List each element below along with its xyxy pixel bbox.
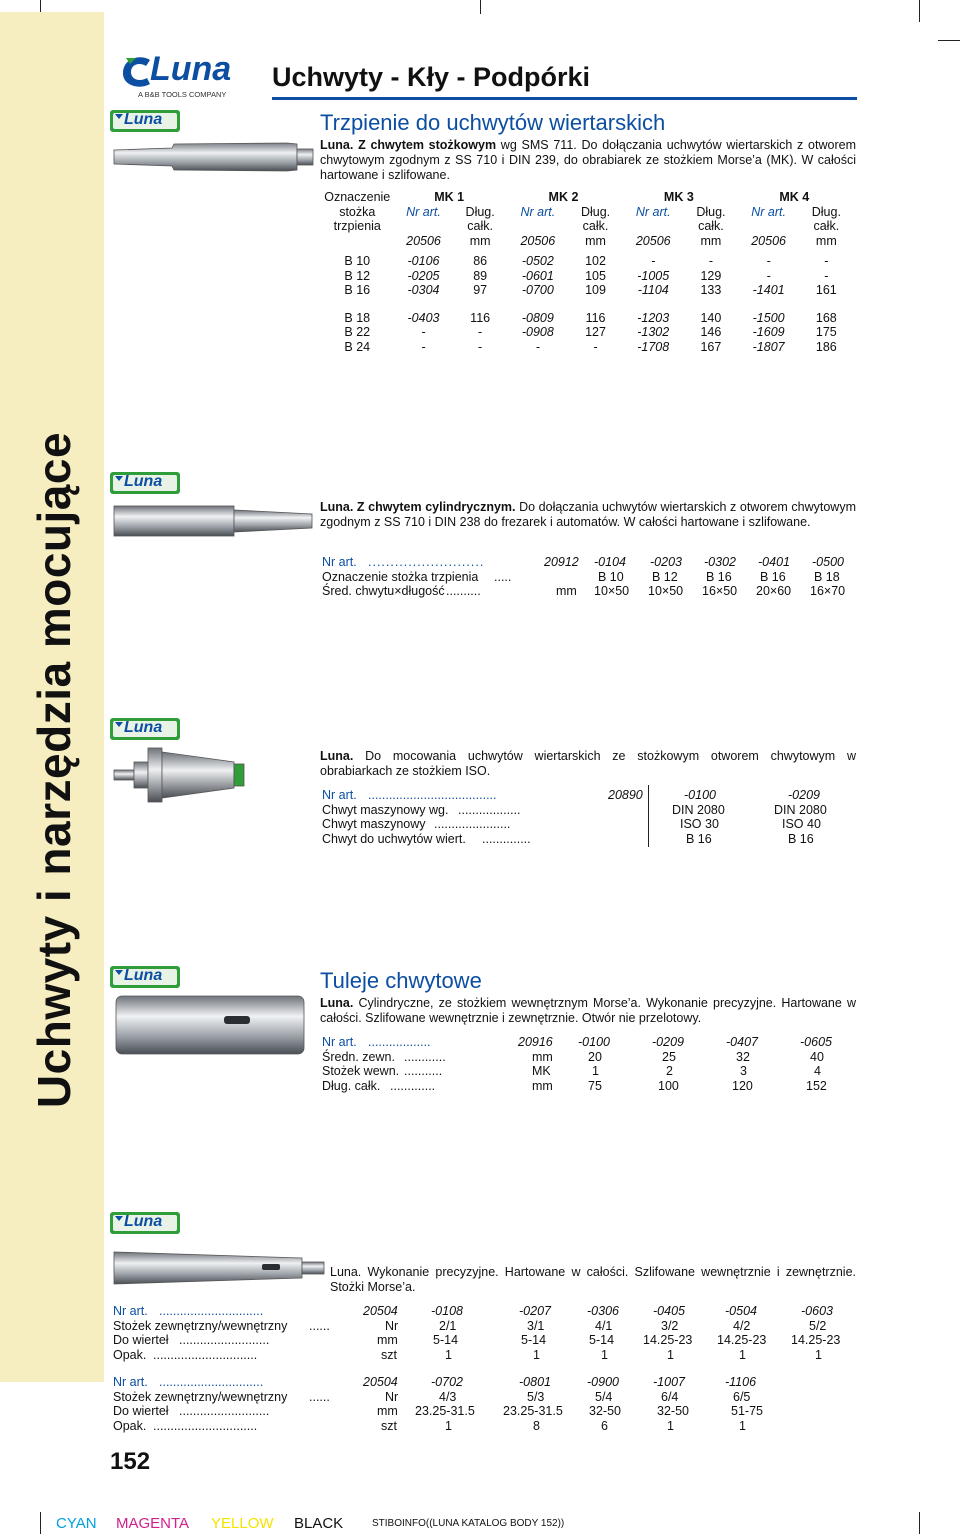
section-description: Luna. Z chwytem cylindrycznym. Do dołączania uchwytów wiertarskich z otworem chwytowym zgodnym z SS 710 i DIN 238 do frezarek i automatów. W całości hartowane i szlifowane. [320, 500, 856, 529]
header-cell: Nr art. [406, 204, 441, 219]
page-number: 152 [110, 1448, 151, 1475]
table-row: B 16 -0304 97 -0700 109 -1104 133 -1401 161 [344, 283, 837, 298]
table-row: B 12 -0205 89 -0601 105 -1005 129 - - [344, 268, 829, 283]
sleeve-table [322, 1035, 852, 1093]
table-row: B 22 - - -0908 127 -1302 146 -1609 175 [344, 325, 837, 340]
brand-logo-small: Luna [110, 1212, 180, 1234]
table-row: Chwyt maszynowy wg. .................. DIN 2080 DIN 2080 [322, 802, 827, 817]
header-cell: całk. [698, 219, 724, 234]
table-row: Oznaczenie stożka trzpienia ..... B 10 B 12 B 16 B 16 B 18 [322, 569, 840, 584]
section-description: Luna. Do mocowania uchwytów wiertarskich ze stożkowym otworem chwytowym w obrabiarkach ze stożkiem ISO. [320, 749, 856, 778]
table-row: Chwyt maszynowy ...................... ISO 30 ISO 40 [322, 817, 821, 831]
reducing-sleeve-table-2 [113, 1375, 853, 1433]
magenta-label: MAGENTA [116, 1515, 190, 1532]
table-row: Stożek zewnętrzny/wewnętrzny ...... Nr 2/1 3/1 4/1 3/2 4/2 5/2 [113, 1318, 827, 1333]
cyan-label: CYAN [56, 1515, 97, 1532]
header-cell: całk. [467, 219, 493, 234]
table-row: Nr art. .................. 20916 -0100 -0209 -0407 -0605 [322, 1035, 832, 1049]
table-row: B 18 -0403 116 -0809 116 -1203 140 -1500 168 [344, 310, 837, 325]
header-cell: stożka [339, 204, 376, 219]
table-row: Chwyt do uchwytów wiert. .............. B 16 B 16 [322, 831, 814, 846]
table-row: Opak. .............................. szt 1 8 6 1 1 [113, 1418, 746, 1433]
table-row: B 10 -0106 86 -0502 102 - - - - [344, 254, 829, 269]
table-row: B 24 - - - - -1708 167 -1807 186 [344, 339, 837, 354]
table-row: Do wierteł .......................... mm 5-14 5-14 5-14 14.25-23 14.25-23 14.25-23 [113, 1333, 841, 1347]
table-row: Nr art. .............................. 20504 -0108 -0207 -0306 -0405 -0504 -0603 [113, 1304, 833, 1318]
header-cell: MK 3 [663, 190, 694, 205]
title-rule [272, 97, 857, 100]
brand-logo-small: Luna [110, 110, 180, 132]
brand-logo-small: Luna [110, 966, 180, 988]
column-divider [648, 785, 649, 847]
page-title: Uchwyty - Kły - Podpórki [272, 62, 591, 92]
table-row: Nr art. ..................................... 20890 -0100 -0209 [322, 788, 820, 802]
arbor-table [322, 190, 852, 354]
print-color-bar [0, 1515, 960, 1535]
black-label: BLACK [294, 1515, 344, 1532]
header-cell: Dług. [811, 204, 841, 219]
header-cell: mm [815, 233, 837, 248]
logo-tagline: A B&B TOOLS COMPANY [138, 90, 227, 99]
header-cell: MK 1 [434, 190, 465, 205]
arbor-image [112, 140, 317, 174]
section-title-sleeves: Tuleje chwytowe [320, 968, 482, 993]
header-cell: mm [700, 233, 722, 248]
header-cell: mm [469, 233, 491, 248]
table-row: Średn. zewn. ............ mm 20 25 32 40 [322, 1049, 824, 1064]
table-row: Do wierteł .......................... mm 23.25-31.5 23.25-31.5 32-50 32-50 51-75 [113, 1404, 763, 1418]
yellow-label: YELLOW [211, 1515, 274, 1532]
section-description: Luna. Wykonanie precyzyjne. Hartowane w całości. Szlifowane wewnętrznie i zewnętrznie. Stożki Morse’a. [330, 1265, 856, 1294]
header-cell: trzpienia [333, 219, 381, 234]
header-cell: całk. [582, 219, 609, 234]
header-cell: 20506 [751, 233, 786, 248]
header-cell: całk. [813, 219, 840, 234]
header-cell: MK 2 [548, 190, 579, 205]
header-cell: mm [585, 233, 606, 248]
header-cell: Nr art. [751, 204, 786, 219]
header-cell: Oznaczenie [324, 190, 391, 205]
header-cell: Dług. [696, 204, 726, 219]
table-row: Śred. chwytu×długość .......... mm 10×50 10×50 16×50 20×60 16×70 [322, 584, 846, 598]
reducing-sleeve-table-1 [113, 1304, 853, 1362]
header-cell: Nr art. [635, 204, 671, 219]
logo-wordmark: Luna [150, 50, 232, 88]
section-description: Luna. Cylindryczne, ze stożkiem wewnętrznym Morse’a. Wykonanie precyzyjne. Hartowane w całości. Szlifowane wewnętrznie i zewnętrznie. Otwór nie przelotowy. [320, 996, 856, 1025]
brand-logo-small: Luna [110, 472, 180, 494]
cylindrical-arbor-image [112, 500, 317, 542]
header-cell: 20506 [635, 233, 671, 248]
brand-logo-small: Luna [110, 718, 180, 740]
header-cell: 20506 [520, 233, 556, 248]
brand-logo [120, 52, 240, 102]
logo-mark-icon [120, 54, 154, 90]
table-row: Stożek zewnętrzny/wewnętrzny ...... Nr 4/3 5/3 5/4 6/4 6/5 [113, 1389, 751, 1404]
section-title-arbors: Trzpienie do uchwytów wiertarskich [320, 110, 666, 135]
table-row: Nr art. .......................... 20912 -0104 -0203 -0302 -0401 -0500 [322, 555, 844, 569]
iso-shank-table [322, 788, 852, 846]
header-cell: MK 4 [779, 190, 810, 205]
section-description: Luna. Z chwytem stożkowym wg SMS 711. Do dołączania uchwytów wiertarskich z otworem chwytowym zgodnym z SS 710 i DIN 239, do obrabiarek ze stożkiem Morse’a (MK). W całości hartowane i szlifowane. [320, 138, 856, 182]
table-row: Dług. całk. ............. mm 75 100 120 152 [322, 1078, 827, 1093]
header-cell: Dług. [465, 204, 495, 219]
crop-mark [480, 0, 481, 14]
print-slug: STIBOINFO((LUNA KATALOG BODY 152)) [372, 1518, 565, 1529]
sleeve-image [112, 992, 312, 1060]
header-cell: Dług. [580, 204, 611, 219]
iso-shank-image [112, 742, 252, 810]
cylindrical-arbor-table [322, 555, 852, 599]
crop-mark [938, 40, 960, 41]
header-cell: Nr art. [520, 204, 556, 219]
table-row: Nr art. .............................. 20504 -0702 -0801 -0900 -1007 -1106 [113, 1375, 757, 1389]
sidebar-section-label: Uchwyty i narzędzia mocujące [28, 431, 80, 1109]
header-cell: 20506 [406, 233, 441, 248]
crop-mark [919, 0, 920, 22]
table-row: Stożek wewn. ........... MK 1 2 3 4 [322, 1064, 821, 1078]
table-row: Opak. .............................. szt 1 1 1 1 1 1 [113, 1347, 822, 1362]
reducing-sleeve-image [112, 1244, 334, 1290]
